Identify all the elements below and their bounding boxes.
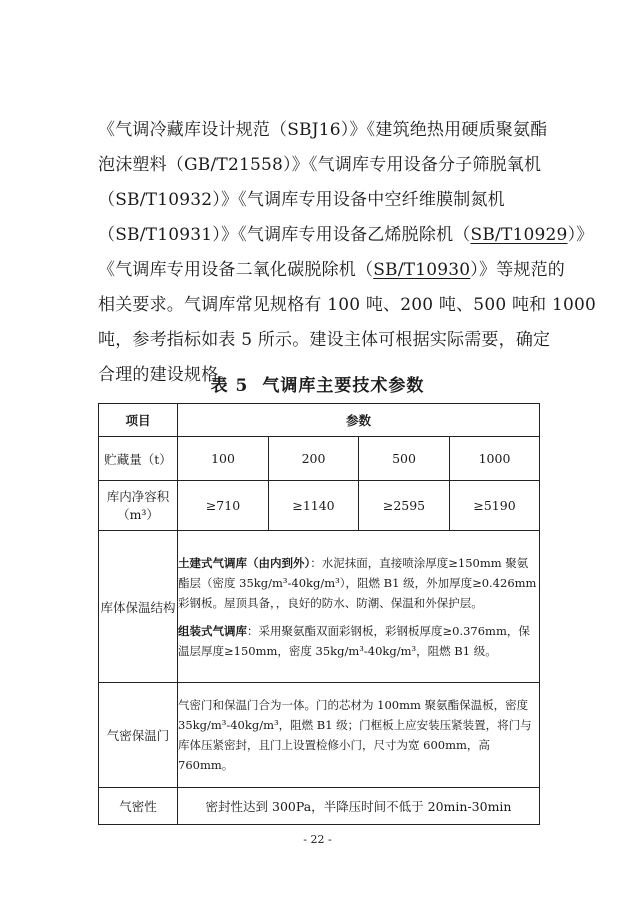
table-row-capacity [99,437,540,481]
standard-link-sb-t10930: SB/T10930 [373,260,471,280]
text-segment: 《气调库专用设备二氧化碳脱除机（ [98,260,374,280]
paragraph-line-1: 《气调冷藏库设计规范（SBJ16）》《建筑绝热用硬质聚氨酯 [98,120,548,140]
paragraph-line-7: 吨，参考指标如表 5 所示。建设主体可根据实际需要，确定 [98,330,551,350]
paragraph-line-5 [98,253,565,288]
paragraph-line-8: 合理的建设规格。 [98,365,236,385]
paragraph-line-6: 相关要求。气调库常见规格有 100 吨、200 吨、500 吨和 1000 [98,295,597,315]
text-segment: （SB/T10931）》《气调库专用设备乙烯脱除机（ [98,225,471,245]
insulation-description [178,531,540,683]
spec-table [98,403,540,825]
volume-value: ≥710 [178,481,269,531]
row-label-airtightness: 气密性 [99,788,178,825]
body-paragraph [98,113,597,393]
row-label-capacity: 贮藏量（t） [99,437,178,481]
insulation-civil [178,553,539,613]
text-segment: ）》等规范的 [470,260,565,280]
insulation-civil-text: ：水泥抹面，直接喷涂厚度≥150mm 聚氨酯层（密度 35kg/m³-40kg/m³），阻燃 B1 级，外加厚度≥0.426mm 彩钢板。屋顶具备，，良好的防水、防潮、保温和外保护层。 [178,555,537,610]
door-description: 气密门和保温门合为一体。门的芯材为 100mm 聚氨酯保温板，密度 35kg/m³-40kg/m³，阻燃 B1 级；门框板上应安装压紧装置，将门与库体压紧密封，且门上设置检修小门，尺寸为宽 600mm，高 760mm。 [178,683,540,788]
capacity-value: 200 [269,437,359,481]
header-params: 参数 [178,404,540,437]
paragraph-line-2: 泡沫塑料（GB/T21558）》《气调库专用设备分子筛脱氧机 [98,155,542,175]
volume-label-line1: 库内净容积 [106,488,170,504]
standard-link-sb-t10929: SB/T10929 [470,225,568,245]
table-header-row [99,404,540,437]
paragraph-line-4 [98,218,594,253]
insulation-assembled [178,621,539,661]
volume-value: ≥5190 [450,481,540,531]
capacity-value: 500 [359,437,450,481]
table-row-airtightness [99,788,540,825]
paragraph-line-3: （SB/T10932）》《气调库专用设备中空纤维膜制氮机 [98,190,505,210]
header-item: 项目 [99,404,178,437]
row-label-volume [99,481,178,531]
insulation-assembled-text: ：采用聚氨酯双面彩钢板，彩钢板厚度≥0.376mm，保温层厚度≥150mm，密度 35kg/m³-40kg/m³，阻燃 B1 级。 [178,623,530,658]
volume-value: ≥2595 [359,481,450,531]
capacity-value: 1000 [450,437,540,481]
insulation-assembled-heading: 组装式气调库 [178,623,247,638]
volume-value: ≥1140 [269,481,359,531]
table-row-door [99,683,540,788]
table-row-volume [99,481,540,531]
table-title: 气调库主要技术参数 [262,376,425,396]
volume-label-line2: （m³） [117,506,159,522]
table-number: 表 5 [210,376,249,396]
insulation-civil-heading: 土建式气调库（由内到外） [178,555,311,570]
row-label-door: 气密保温门 [99,683,178,788]
table-row-insulation [99,531,540,683]
page-number: - 22 - [303,833,332,846]
airtightness-value: 密封性达到 300Pa，半降压时间不低于 20min-30min [178,788,540,825]
table-caption [0,371,635,396]
text-segment: ）》 [567,225,594,245]
capacity-value: 100 [178,437,269,481]
row-label-insulation: 库体保温结构 [99,531,178,683]
